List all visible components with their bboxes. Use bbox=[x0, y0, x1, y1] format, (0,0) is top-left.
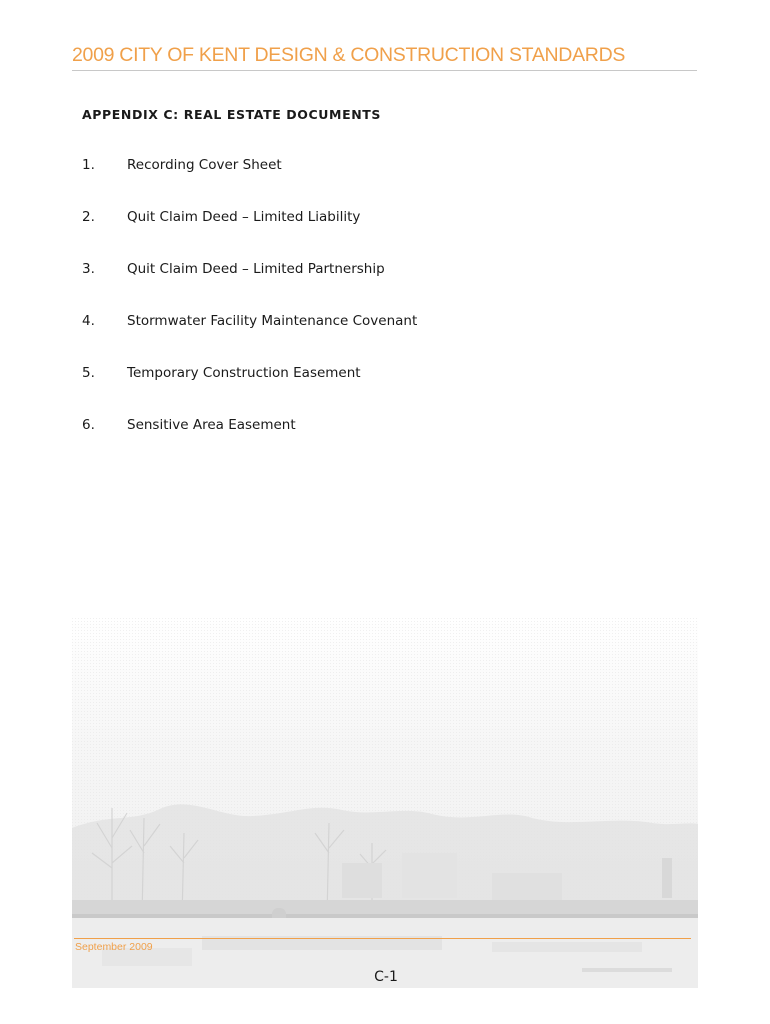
list-item-label: Recording Cover Sheet bbox=[127, 157, 282, 173]
list-item-number: 3. bbox=[82, 261, 95, 277]
list-item-number: 5. bbox=[82, 365, 95, 381]
faded-landscape-photo bbox=[72, 618, 698, 988]
list-item-label: Quit Claim Deed – Limited Liability bbox=[127, 209, 361, 225]
page-number: C-1 bbox=[374, 969, 398, 985]
list-item-number: 1. bbox=[82, 157, 95, 173]
appendix-heading: APPENDIX C: REAL ESTATE DOCUMENTS bbox=[82, 107, 382, 122]
list-item-number: 6. bbox=[82, 417, 95, 433]
list-item-number: 2. bbox=[82, 209, 95, 225]
footer-divider bbox=[74, 938, 691, 939]
document-header bbox=[72, 42, 697, 71]
list-item-number: 4. bbox=[82, 313, 95, 329]
footer-date: September 2009 bbox=[75, 941, 153, 953]
list-item-label: Stormwater Facility Maintenance Covenant bbox=[127, 313, 418, 329]
document-title: 2009 CITY OF KENT DESIGN & CONSTRUCTION STANDARDS bbox=[72, 44, 626, 66]
list-item-label: Quit Claim Deed – Limited Partnership bbox=[127, 261, 385, 277]
list-item-label: Sensitive Area Easement bbox=[127, 417, 296, 433]
list-item-label: Temporary Construction Easement bbox=[127, 365, 361, 381]
